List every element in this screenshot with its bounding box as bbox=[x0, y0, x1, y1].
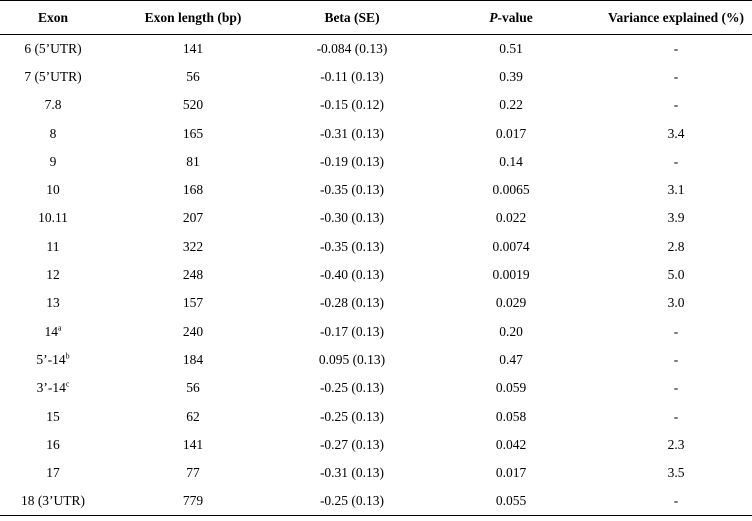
cell-p-value: 0.042 bbox=[495, 436, 527, 452]
cell-variance-explained: 3.5 bbox=[667, 465, 685, 481]
exon-label: 3’-14 bbox=[36, 380, 66, 396]
cell-p-value: 0.20 bbox=[499, 323, 523, 339]
cell-exon bbox=[0, 119, 106, 147]
cell-exon-length: 184 bbox=[182, 351, 204, 367]
cell-exon bbox=[0, 204, 106, 232]
cell-p-value: 0.022 bbox=[495, 210, 527, 226]
cell-exon-length: 56 bbox=[186, 68, 200, 84]
cell-p-value: 0.14 bbox=[499, 153, 523, 169]
table-row bbox=[0, 176, 752, 204]
cell-p-value: 0.0074 bbox=[492, 238, 530, 254]
cell-variance-explained: - bbox=[673, 323, 679, 339]
cell-beta-se: -0.30 (0.13) bbox=[319, 210, 385, 226]
cell-p-value: 0.029 bbox=[495, 295, 527, 311]
cell-exon bbox=[0, 148, 106, 176]
table-row bbox=[0, 233, 752, 261]
table-row bbox=[0, 204, 752, 232]
cell-variance-explained: - bbox=[673, 408, 679, 424]
cell-variance-explained: 2.3 bbox=[667, 436, 685, 452]
cell-exon-length: 77 bbox=[186, 465, 200, 481]
exon-label: 16 bbox=[46, 436, 60, 452]
cell-beta-se: -0.27 (0.13) bbox=[319, 436, 385, 452]
cell-p-value: 0.47 bbox=[499, 351, 523, 367]
exon-label: 5’-14 bbox=[36, 351, 66, 367]
exon-label: 14 bbox=[44, 323, 58, 339]
cell-variance-explained: - bbox=[673, 68, 679, 84]
exon-label: 11 bbox=[46, 238, 60, 254]
header-exon: Exon bbox=[0, 1, 106, 35]
cell-exon-length: 240 bbox=[182, 323, 204, 339]
cell-beta-se: -0.35 (0.13) bbox=[319, 182, 385, 198]
cell-exon bbox=[0, 91, 106, 119]
cell-variance-explained: - bbox=[580, 487, 752, 515]
cell-p-value: 0.22 bbox=[499, 97, 523, 113]
table-row bbox=[0, 289, 752, 317]
footnote-marker: b bbox=[65, 351, 70, 361]
cell-exon bbox=[0, 317, 106, 345]
cell-variance-explained: - bbox=[673, 153, 679, 169]
cell-variance-explained: - bbox=[673, 351, 679, 367]
cell-exon bbox=[0, 289, 106, 317]
cell-exon-length: 141 bbox=[182, 436, 204, 452]
cell-exon bbox=[0, 63, 106, 91]
cell-beta-se: -0.40 (0.13) bbox=[319, 267, 385, 283]
cell-beta-se: -0.17 (0.13) bbox=[319, 323, 385, 339]
cell-p-value: 0.055 bbox=[424, 487, 580, 515]
cell-exon bbox=[0, 431, 106, 459]
cell-exon-length: 520 bbox=[182, 97, 204, 113]
cell-p-value: 0.059 bbox=[495, 380, 527, 396]
cell-exon-length: 207 bbox=[182, 210, 204, 226]
cell-exon-length: 322 bbox=[182, 238, 204, 254]
cell-beta-se: -0.25 (0.13) bbox=[319, 380, 385, 396]
cell-p-value: 0.017 bbox=[495, 465, 527, 481]
table-row bbox=[0, 119, 752, 147]
table-row bbox=[0, 374, 752, 402]
header-p-suffix: -value bbox=[497, 9, 533, 25]
cell-variance-explained: 5.0 bbox=[667, 267, 685, 283]
cell-exon bbox=[0, 487, 106, 515]
cell-p-value: 0.0065 bbox=[492, 182, 530, 198]
cell-p-value: 0.058 bbox=[495, 408, 527, 424]
cell-exon bbox=[0, 35, 106, 63]
cell-p-value: 0.017 bbox=[495, 125, 527, 141]
exon-label: 8 bbox=[49, 125, 57, 141]
table-row bbox=[0, 91, 752, 119]
footnote-marker: a bbox=[57, 323, 62, 333]
cell-exon-length: 62 bbox=[186, 408, 200, 424]
header-variance-explained: Variance explained (%) bbox=[580, 1, 752, 35]
cell-variance-explained: - bbox=[673, 380, 679, 396]
cell-exon bbox=[0, 176, 106, 204]
footnote-marker: c bbox=[65, 379, 70, 389]
cell-exon bbox=[0, 374, 106, 402]
cell-exon bbox=[0, 346, 106, 374]
cell-beta-se: -0.084 (0.13) bbox=[316, 40, 388, 56]
cell-beta-se: -0.28 (0.13) bbox=[319, 295, 385, 311]
cell-exon bbox=[0, 261, 106, 289]
cell-exon-length: 779 bbox=[106, 487, 280, 515]
exon-label: 17 bbox=[46, 465, 60, 481]
exon-label: 6 (5’UTR) bbox=[24, 40, 82, 56]
table-row bbox=[0, 346, 752, 374]
cell-variance-explained: 3.9 bbox=[667, 210, 685, 226]
cell-beta-se: -0.31 (0.13) bbox=[319, 465, 385, 481]
cell-variance-explained: 2.8 bbox=[667, 238, 685, 254]
exon-label: 18 (3’UTR) bbox=[20, 493, 86, 509]
table-row bbox=[0, 148, 752, 176]
header-beta-se: Beta (SE) bbox=[280, 1, 424, 35]
cell-p-value: 0.0019 bbox=[492, 267, 530, 283]
cell-exon bbox=[0, 402, 106, 430]
exon-label: 15 bbox=[46, 408, 60, 424]
cell-exon bbox=[0, 459, 106, 487]
exon-label: 10 bbox=[46, 182, 60, 198]
cell-beta-se: -0.35 (0.13) bbox=[319, 238, 385, 254]
cell-exon-length: 56 bbox=[186, 380, 200, 396]
cell-beta-se: -0.25 (0.13) bbox=[319, 408, 385, 424]
header-exon-length: Exon length (bp) bbox=[106, 1, 280, 35]
cell-exon-length: 165 bbox=[182, 125, 204, 141]
table-row bbox=[0, 261, 752, 289]
cell-exon-length: 157 bbox=[182, 295, 204, 311]
header-row bbox=[0, 1, 752, 35]
cell-exon-length: 141 bbox=[182, 40, 204, 56]
table-row bbox=[0, 35, 752, 63]
cell-exon-length: 81 bbox=[186, 153, 200, 169]
cell-beta-se: -0.31 (0.13) bbox=[319, 125, 385, 141]
exon-label: 9 bbox=[49, 153, 57, 169]
cell-variance-explained: 3.4 bbox=[667, 125, 685, 141]
cell-variance-explained: 3.1 bbox=[667, 182, 685, 198]
cell-beta-se: -0.19 (0.13) bbox=[319, 153, 385, 169]
exon-label: 12 bbox=[46, 267, 60, 283]
exon-label: 13 bbox=[46, 295, 60, 311]
cell-variance-explained: - bbox=[673, 40, 679, 56]
table-row bbox=[0, 317, 752, 345]
cell-p-value: 0.51 bbox=[499, 40, 523, 56]
exon-label: 7.8 bbox=[44, 97, 62, 113]
cell-p-value: 0.39 bbox=[499, 68, 523, 84]
table-row bbox=[0, 487, 752, 515]
table-row bbox=[0, 431, 752, 459]
exon-label: 7 (5’UTR) bbox=[24, 68, 82, 84]
cell-variance-explained: - bbox=[673, 97, 679, 113]
cell-beta-se: -0.11 (0.13) bbox=[320, 68, 384, 84]
cell-beta-se: -0.15 (0.12) bbox=[319, 97, 385, 113]
cell-exon bbox=[0, 233, 106, 261]
cell-exon-length: 248 bbox=[182, 267, 204, 283]
table-header bbox=[0, 1, 752, 35]
cell-variance-explained: 3.0 bbox=[667, 295, 685, 311]
header-p-value bbox=[424, 1, 580, 35]
cell-exon-length: 168 bbox=[182, 182, 204, 198]
table-row bbox=[0, 459, 752, 487]
cell-beta-se: 0.095 (0.13) bbox=[318, 351, 386, 367]
table-row bbox=[0, 63, 752, 91]
table-body bbox=[0, 35, 752, 516]
table-row bbox=[0, 402, 752, 430]
header-p-italic: P bbox=[489, 9, 498, 25]
exon-label: 10.11 bbox=[38, 210, 68, 226]
cell-beta-se: -0.25 (0.13) bbox=[280, 487, 424, 515]
